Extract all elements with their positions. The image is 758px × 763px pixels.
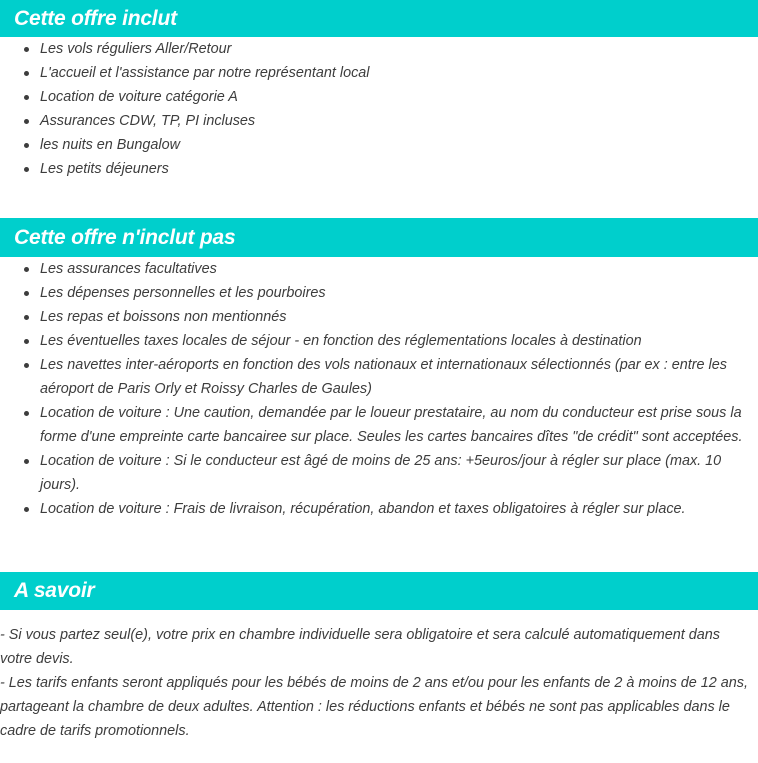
not-included-list — [0, 257, 758, 521]
bullet-point-icon — [24, 47, 29, 52]
section-header-good-to-know — [0, 572, 758, 610]
section-spacer — [0, 521, 758, 572]
list-item-label: Location de voiture : Une caution, demandée par le loueur prestataire, au nom du conducteur est prise sous la forme d'une empreinte carte bancairee sur place. Seules les cartes bancaires dîtes "de crédit" sont acceptées. — [40, 405, 743, 445]
paragraph: - Si vous partez seul(e), votre prix en chambre individuelle sera obligatoire et sera calculé automatiquement dans votre devis. — [0, 627, 720, 667]
list-item-label: Location de voiture catégorie A — [40, 89, 238, 105]
list-item — [0, 353, 758, 401]
bullet-point-icon — [24, 459, 29, 464]
list-item-label: Les dépenses personnelles et les pourboires — [40, 285, 326, 301]
paragraph: - Les tarifs enfants seront appliqués pour les bébés de moins de 2 ans et/ou pour les enfants de 2 à moins de 12 ans, partageant la chambre de deux adultes. Attention : les réductions enfants et bébés ne sont pas applicables dans le cadre de tarifs promotionnels. — [0, 675, 748, 739]
list-item — [0, 157, 758, 181]
good-to-know-body — [0, 610, 758, 743]
section-spacer — [0, 181, 758, 218]
list-item — [0, 281, 758, 305]
bullet-point-icon — [24, 291, 29, 296]
list-item-label: Location de voiture : Si le conducteur est âgé de moins de 25 ans: +5euros/jour à régler sur place (max. 10 jours). — [40, 453, 722, 493]
list-item — [0, 449, 758, 497]
section-title-not-included: Cette offre n'inclut pas — [14, 225, 236, 249]
list-item — [0, 37, 758, 61]
section-title-included: Cette offre inclut — [14, 6, 177, 30]
bullet-point-icon — [24, 119, 29, 124]
bullet-point-icon — [24, 95, 29, 100]
list-item — [0, 133, 758, 157]
list-item — [0, 85, 758, 109]
list-item-label: Les assurances facultatives — [40, 261, 217, 277]
list-item-label: Assurances CDW, TP, PI incluses — [40, 113, 256, 129]
bullet-point-icon — [24, 267, 29, 272]
list-item — [0, 329, 758, 353]
section-title-good-to-know: A savoir — [14, 579, 95, 602]
list-item — [0, 401, 758, 449]
bullet-point-icon — [24, 143, 29, 148]
included-list — [0, 37, 758, 181]
list-item — [0, 109, 758, 133]
bullet-point-icon — [24, 411, 29, 416]
bullet-point-icon — [24, 339, 29, 344]
list-item-label: Les navettes inter-aéroports en fonction des vols nationaux et internationaux sélectionnés (par ex : entre les aéroport de Paris Orly et Roissy Charles de Gaules) — [40, 357, 727, 397]
section-header-not-included — [0, 218, 758, 257]
list-item-label: Les repas et boissons non mentionnés — [40, 309, 287, 325]
bullet-point-icon — [24, 363, 29, 368]
bullet-point-icon — [24, 71, 29, 76]
bullet-point-icon — [24, 315, 29, 320]
list-item-label: L'accueil et l'assistance par notre représentant local — [40, 65, 370, 81]
list-item — [0, 257, 758, 281]
list-item-label: Les vols réguliers Aller/Retour — [40, 41, 232, 57]
list-item — [0, 305, 758, 329]
bullet-point-icon — [24, 507, 29, 512]
list-item-label: Les éventuelles taxes locales de séjour - en fonction des réglementations locales à destination — [40, 333, 642, 349]
list-item — [0, 61, 758, 85]
section-header-included — [0, 0, 758, 37]
bullet-point-icon — [24, 167, 29, 172]
list-item — [0, 497, 758, 521]
list-item-label: Les petits déjeuners — [40, 161, 169, 177]
list-item-label: Location de voiture : Frais de livraison, récupération, abandon et taxes obligatoires à régler sur place. — [40, 501, 686, 517]
list-item-label: les nuits en Bungalow — [40, 137, 180, 153]
